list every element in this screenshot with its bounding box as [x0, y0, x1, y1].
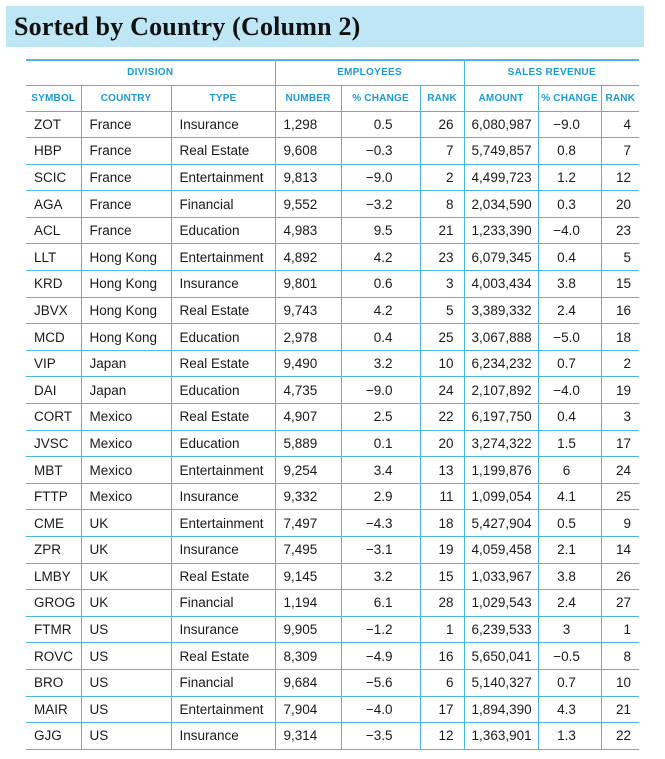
cell-type: Education — [171, 324, 275, 351]
cell-employee-number: 9,813 — [275, 164, 341, 191]
cell-symbol: ZPR — [26, 537, 81, 564]
table-row — [26, 483, 639, 510]
table-row — [26, 350, 639, 377]
cell-country: Hong Kong — [81, 271, 171, 298]
cell-employee-change: 0.1 — [341, 430, 420, 457]
division-group-header: DIVISION — [26, 60, 275, 85]
cell-employee-rank: 5 — [420, 297, 464, 324]
cell-type: Financial — [171, 590, 275, 617]
cell-type: Entertainment — [171, 244, 275, 271]
employees-group-header: EMPLOYEES — [275, 60, 464, 85]
table-row — [26, 616, 639, 643]
cell-country: US — [81, 696, 171, 723]
cell-employee-change: −9.0 — [341, 164, 420, 191]
cell-symbol: GROG — [26, 590, 81, 617]
cell-employee-rank: 10 — [420, 350, 464, 377]
cell-employee-number: 2,978 — [275, 324, 341, 351]
column-header-row — [26, 85, 639, 111]
cell-country: Hong Kong — [81, 297, 171, 324]
cell-sales-amount: 1,233,390 — [464, 217, 538, 244]
cell-sales-rank: 14 — [601, 537, 639, 564]
cell-symbol: AGA — [26, 191, 81, 218]
cell-employee-rank: 1 — [420, 616, 464, 643]
table-row — [26, 377, 639, 404]
cell-sales-change: 3.8 — [538, 563, 601, 590]
cell-employee-change: 4.2 — [341, 297, 420, 324]
cell-employee-number: 9,801 — [275, 271, 341, 298]
cell-employee-change: −4.0 — [341, 696, 420, 723]
cell-employee-change: −1.2 — [341, 616, 420, 643]
cell-employee-number: 9,905 — [275, 616, 341, 643]
table-row — [26, 537, 639, 564]
cell-sales-amount: 6,234,232 — [464, 350, 538, 377]
cell-employee-change: 3.2 — [341, 350, 420, 377]
cell-type: Insurance — [171, 616, 275, 643]
cell-sales-rank: 26 — [601, 563, 639, 590]
cell-employee-number: 9,743 — [275, 297, 341, 324]
cell-employee-rank: 17 — [420, 696, 464, 723]
cell-employee-number: 1,298 — [275, 111, 341, 138]
cell-sales-rank: 21 — [601, 696, 639, 723]
cell-country: Mexico — [81, 404, 171, 431]
cell-employee-rank: 26 — [420, 111, 464, 138]
cell-employee-number: 9,684 — [275, 669, 341, 696]
cell-employee-number: 7,497 — [275, 510, 341, 537]
cell-employee-change: −5.6 — [341, 669, 420, 696]
cell-employee-number: 9,254 — [275, 457, 341, 484]
cell-employee-rank: 23 — [420, 244, 464, 271]
table-row — [26, 457, 639, 484]
cell-employee-rank: 6 — [420, 669, 464, 696]
cell-sales-amount: 1,033,967 — [464, 563, 538, 590]
col-header-type: TYPE — [171, 85, 275, 111]
cell-employee-change: −3.5 — [341, 723, 420, 750]
cell-country: US — [81, 669, 171, 696]
table-row — [26, 590, 639, 617]
cell-sales-amount: 4,003,434 — [464, 271, 538, 298]
cell-type: Real Estate — [171, 404, 275, 431]
cell-sales-change: 1.2 — [538, 164, 601, 191]
cell-employee-number: 7,495 — [275, 537, 341, 564]
cell-employee-number: 9,490 — [275, 350, 341, 377]
cell-sales-amount: 5,427,904 — [464, 510, 538, 537]
cell-country: Mexico — [81, 430, 171, 457]
cell-country: UK — [81, 537, 171, 564]
cell-type: Real Estate — [171, 297, 275, 324]
cell-type: Financial — [171, 191, 275, 218]
cell-sales-rank: 1 — [601, 616, 639, 643]
cell-sales-amount: 5,749,857 — [464, 138, 538, 165]
cell-symbol: FTMR — [26, 616, 81, 643]
cell-sales-rank: 27 — [601, 590, 639, 617]
cell-symbol: ACL — [26, 217, 81, 244]
cell-employee-rank: 15 — [420, 563, 464, 590]
cell-symbol: CME — [26, 510, 81, 537]
cell-type: Insurance — [171, 483, 275, 510]
cell-type: Entertainment — [171, 164, 275, 191]
cell-sales-rank: 23 — [601, 217, 639, 244]
cell-employee-change: −4.3 — [341, 510, 420, 537]
cell-employee-number: 9,145 — [275, 563, 341, 590]
cell-employee-rank: 18 — [420, 510, 464, 537]
cell-type: Entertainment — [171, 696, 275, 723]
cell-sales-rank: 7 — [601, 138, 639, 165]
cell-sales-rank: 16 — [601, 297, 639, 324]
cell-employee-number: 9,332 — [275, 483, 341, 510]
table-row — [26, 510, 639, 537]
cell-sales-amount: 1,363,901 — [464, 723, 538, 750]
cell-employee-rank: 16 — [420, 643, 464, 670]
cell-employee-rank: 21 — [420, 217, 464, 244]
cell-employee-rank: 28 — [420, 590, 464, 617]
cell-type: Financial — [171, 669, 275, 696]
cell-symbol: VIP — [26, 350, 81, 377]
col-header-country: COUNTRY — [81, 85, 171, 111]
cell-symbol: MAIR — [26, 696, 81, 723]
cell-employee-change: 4.2 — [341, 244, 420, 271]
cell-symbol: LLT — [26, 244, 81, 271]
cell-sales-amount: 2,107,892 — [464, 377, 538, 404]
table-row — [26, 723, 639, 750]
cell-symbol: KRD — [26, 271, 81, 298]
cell-employee-rank: 7 — [420, 138, 464, 165]
cell-type: Education — [171, 377, 275, 404]
cell-employee-change: 3.4 — [341, 457, 420, 484]
title-banner — [6, 6, 644, 47]
cell-country: Hong Kong — [81, 244, 171, 271]
table-row — [26, 324, 639, 351]
cell-sales-change: 6 — [538, 457, 601, 484]
page-title: Sorted by Country (Column 2) — [14, 11, 361, 41]
cell-sales-amount: 1,894,390 — [464, 696, 538, 723]
cell-type: Entertainment — [171, 510, 275, 537]
cell-sales-change: 1.3 — [538, 723, 601, 750]
cell-employee-number: 4,983 — [275, 217, 341, 244]
cell-sales-change: −4.0 — [538, 377, 601, 404]
table-row — [26, 669, 639, 696]
cell-sales-change: 3.8 — [538, 271, 601, 298]
cell-symbol: JBVX — [26, 297, 81, 324]
cell-sales-amount: 4,499,723 — [464, 164, 538, 191]
cell-sales-rank: 24 — [601, 457, 639, 484]
cell-sales-amount: 1,029,543 — [464, 590, 538, 617]
cell-type: Real Estate — [171, 138, 275, 165]
cell-country: Mexico — [81, 483, 171, 510]
cell-country: France — [81, 191, 171, 218]
table-row — [26, 696, 639, 723]
cell-sales-change: −0.5 — [538, 643, 601, 670]
cell-employee-number: 7,904 — [275, 696, 341, 723]
cell-symbol: GJG — [26, 723, 81, 750]
cell-employee-number: 4,735 — [275, 377, 341, 404]
cell-employee-change: −4.9 — [341, 643, 420, 670]
cell-employee-rank: 8 — [420, 191, 464, 218]
cell-country: Hong Kong — [81, 324, 171, 351]
cell-symbol: SCIC — [26, 164, 81, 191]
table-row — [26, 563, 639, 590]
cell-type: Real Estate — [171, 563, 275, 590]
cell-country: France — [81, 138, 171, 165]
cell-country: Japan — [81, 350, 171, 377]
cell-employee-change: 6.1 — [341, 590, 420, 617]
sales-revenue-group-header: SALES REVENUE — [464, 60, 639, 85]
cell-country: Mexico — [81, 457, 171, 484]
cell-country: France — [81, 164, 171, 191]
cell-symbol: FTTP — [26, 483, 81, 510]
col-header-sales-rank: RANK — [601, 85, 639, 111]
cell-sales-change: 3 — [538, 616, 601, 643]
cell-employee-change: −3.2 — [341, 191, 420, 218]
cell-sales-change: 2.1 — [538, 537, 601, 564]
cell-sales-change: 2.4 — [538, 590, 601, 617]
cell-sales-amount: 1,099,054 — [464, 483, 538, 510]
cell-sales-amount: 6,080,987 — [464, 111, 538, 138]
cell-country: UK — [81, 510, 171, 537]
cell-sales-change: 0.8 — [538, 138, 601, 165]
cell-employee-number: 8,309 — [275, 643, 341, 670]
col-header-sales-amount: AMOUNT — [464, 85, 538, 111]
col-header-employee-rank: RANK — [420, 85, 464, 111]
cell-type: Real Estate — [171, 350, 275, 377]
cell-sales-amount: 3,274,322 — [464, 430, 538, 457]
cell-employee-change: −9.0 — [341, 377, 420, 404]
cell-sales-change: 0.4 — [538, 404, 601, 431]
cell-symbol: MCD — [26, 324, 81, 351]
cell-symbol: MBT — [26, 457, 81, 484]
cell-sales-amount: 3,067,888 — [464, 324, 538, 351]
cell-sales-amount: 6,079,345 — [464, 244, 538, 271]
cell-employee-rank: 13 — [420, 457, 464, 484]
cell-type: Education — [171, 430, 275, 457]
division-data-table — [26, 59, 639, 750]
cell-sales-amount: 4,059,458 — [464, 537, 538, 564]
cell-employee-number: 9,552 — [275, 191, 341, 218]
cell-employee-change: 0.5 — [341, 111, 420, 138]
cell-sales-change: 4.3 — [538, 696, 601, 723]
cell-sales-rank: 22 — [601, 723, 639, 750]
cell-sales-change: 1.5 — [538, 430, 601, 457]
cell-sales-rank: 20 — [601, 191, 639, 218]
cell-sales-change: −9.0 — [538, 111, 601, 138]
cell-employee-number: 9,314 — [275, 723, 341, 750]
cell-employee-rank: 24 — [420, 377, 464, 404]
cell-sales-change: 0.3 — [538, 191, 601, 218]
cell-country: US — [81, 616, 171, 643]
cell-sales-change: 0.4 — [538, 244, 601, 271]
cell-sales-rank: 8 — [601, 643, 639, 670]
cell-employee-change: 2.5 — [341, 404, 420, 431]
cell-type: Education — [171, 217, 275, 244]
col-header-employee-number: NUMBER — [275, 85, 341, 111]
cell-type: Real Estate — [171, 643, 275, 670]
cell-employee-change: −0.3 — [341, 138, 420, 165]
cell-sales-change: 0.5 — [538, 510, 601, 537]
cell-sales-change: −4.0 — [538, 217, 601, 244]
cell-sales-rank: 25 — [601, 483, 639, 510]
cell-country: France — [81, 217, 171, 244]
cell-country: UK — [81, 590, 171, 617]
table-row — [26, 643, 639, 670]
cell-employee-rank: 22 — [420, 404, 464, 431]
col-header-sales-change: % CHANGE — [538, 85, 601, 111]
cell-employee-change: 2.9 — [341, 483, 420, 510]
cell-sales-rank: 5 — [601, 244, 639, 271]
cell-symbol: JVSC — [26, 430, 81, 457]
col-header-employee-change: % CHANGE — [341, 85, 420, 111]
cell-employee-number: 1,194 — [275, 590, 341, 617]
cell-sales-amount: 5,650,041 — [464, 643, 538, 670]
cell-sales-amount: 6,197,750 — [464, 404, 538, 431]
cell-employee-number: 4,892 — [275, 244, 341, 271]
cell-employee-rank: 19 — [420, 537, 464, 564]
cell-employee-change: 0.6 — [341, 271, 420, 298]
cell-employee-rank: 11 — [420, 483, 464, 510]
cell-type: Insurance — [171, 537, 275, 564]
cell-employee-number: 4,907 — [275, 404, 341, 431]
cell-employee-rank: 2 — [420, 164, 464, 191]
table-row — [26, 404, 639, 431]
cell-sales-rank: 15 — [601, 271, 639, 298]
table-row — [26, 297, 639, 324]
table-row — [26, 138, 639, 165]
col-header-symbol: SYMBOL — [26, 85, 81, 111]
cell-employee-change: 3.2 — [341, 563, 420, 590]
cell-employee-rank: 3 — [420, 271, 464, 298]
cell-symbol: LMBY — [26, 563, 81, 590]
cell-country: US — [81, 723, 171, 750]
cell-type: Entertainment — [171, 457, 275, 484]
cell-sales-rank: 12 — [601, 164, 639, 191]
cell-symbol: BRO — [26, 669, 81, 696]
cell-sales-amount: 5,140,327 — [464, 669, 538, 696]
table-row — [26, 111, 639, 138]
table-row — [26, 430, 639, 457]
cell-country: UK — [81, 563, 171, 590]
cell-sales-amount: 1,199,876 — [464, 457, 538, 484]
cell-symbol: ZOT — [26, 111, 81, 138]
cell-country: US — [81, 643, 171, 670]
cell-sales-rank: 10 — [601, 669, 639, 696]
cell-symbol: DAI — [26, 377, 81, 404]
table-row — [26, 244, 639, 271]
table-row — [26, 271, 639, 298]
cell-sales-rank: 2 — [601, 350, 639, 377]
table-row — [26, 191, 639, 218]
cell-sales-change: 4.1 — [538, 483, 601, 510]
cell-sales-amount: 6,239,533 — [464, 616, 538, 643]
cell-country: Japan — [81, 377, 171, 404]
cell-sales-change: 0.7 — [538, 669, 601, 696]
cell-sales-amount: 2,034,590 — [464, 191, 538, 218]
cell-sales-rank: 4 — [601, 111, 639, 138]
cell-employee-change: 9.5 — [341, 217, 420, 244]
group-header-row — [26, 60, 639, 85]
cell-employee-change: −3.1 — [341, 537, 420, 564]
cell-sales-rank: 19 — [601, 377, 639, 404]
cell-symbol: ROVC — [26, 643, 81, 670]
cell-sales-change: 0.7 — [538, 350, 601, 377]
cell-sales-rank: 18 — [601, 324, 639, 351]
cell-employee-number: 9,608 — [275, 138, 341, 165]
cell-symbol: CORT — [26, 404, 81, 431]
cell-sales-rank: 9 — [601, 510, 639, 537]
cell-employee-rank: 25 — [420, 324, 464, 351]
cell-sales-rank: 17 — [601, 430, 639, 457]
cell-sales-rank: 3 — [601, 404, 639, 431]
cell-sales-change: −5.0 — [538, 324, 601, 351]
cell-type: Insurance — [171, 271, 275, 298]
cell-country: France — [81, 111, 171, 138]
cell-employee-rank: 20 — [420, 430, 464, 457]
cell-sales-change: 2.4 — [538, 297, 601, 324]
cell-employee-rank: 12 — [420, 723, 464, 750]
cell-employee-change: 0.4 — [341, 324, 420, 351]
cell-sales-amount: 3,389,332 — [464, 297, 538, 324]
cell-type: Insurance — [171, 111, 275, 138]
cell-employee-number: 5,889 — [275, 430, 341, 457]
cell-symbol: HBP — [26, 138, 81, 165]
table-row — [26, 164, 639, 191]
table-row — [26, 217, 639, 244]
cell-type: Insurance — [171, 723, 275, 750]
